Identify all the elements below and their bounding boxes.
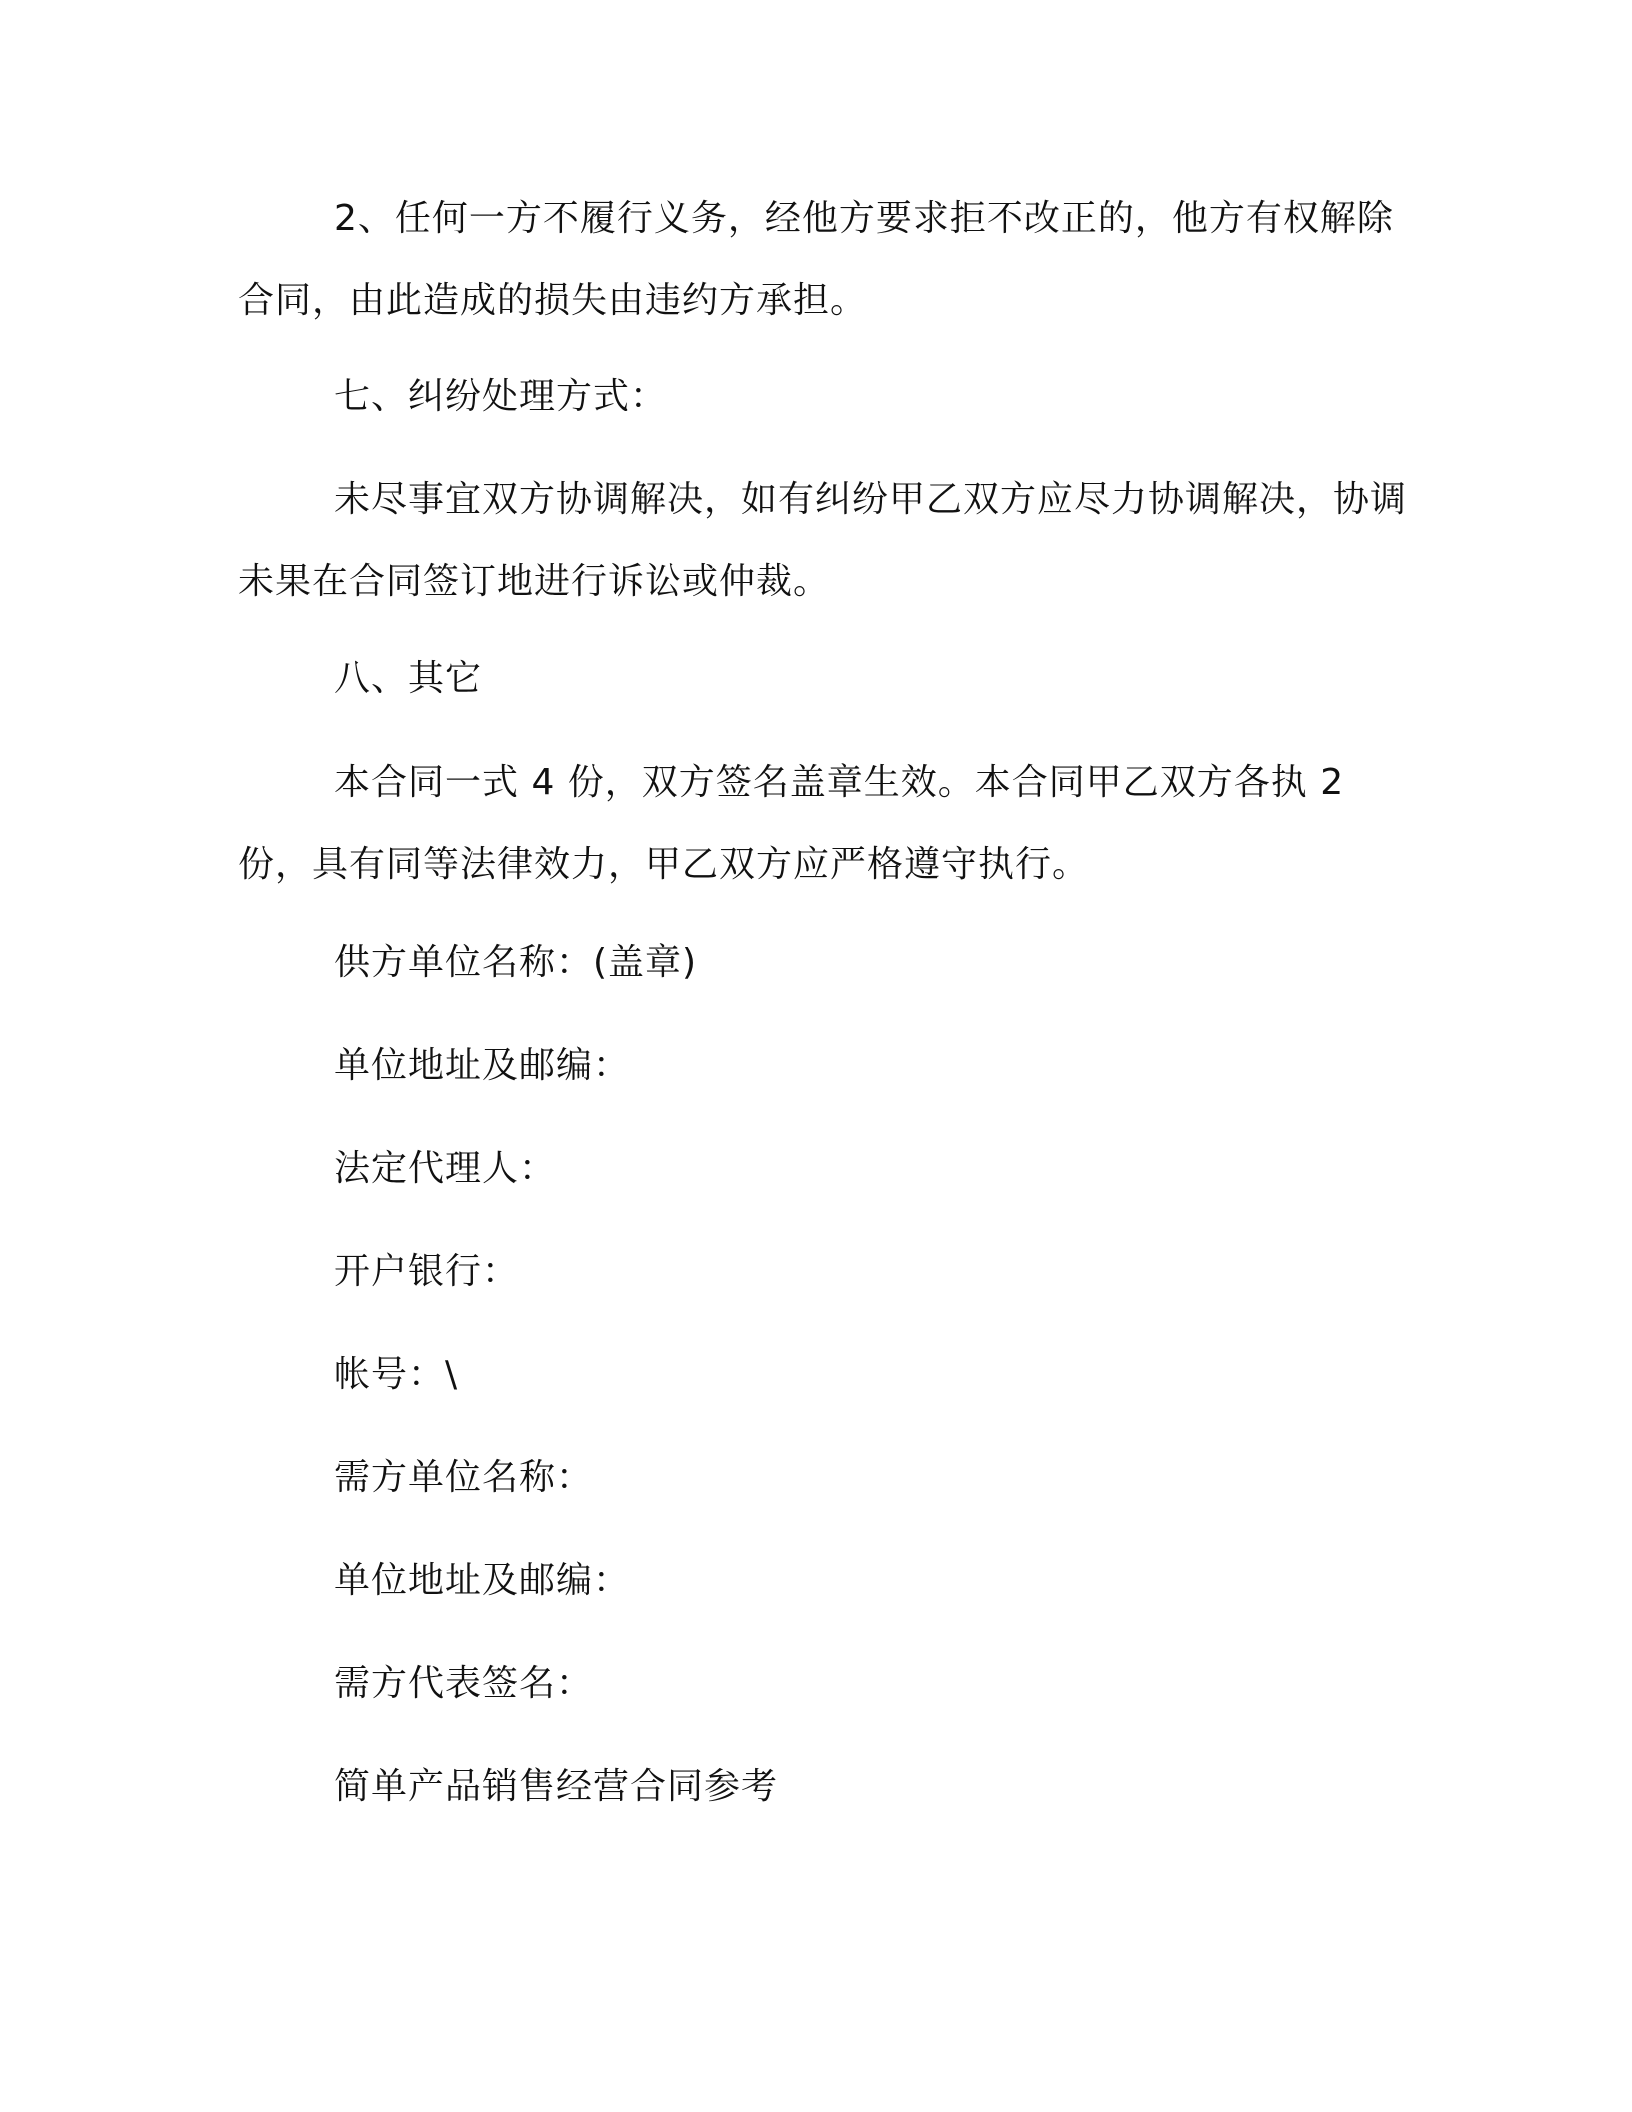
supplier-address-field: 单位地址及邮编： — [334, 1045, 631, 1086]
buyer-name-field: 需方单位名称： — [334, 1457, 594, 1498]
section-8-body: 本合同一式 4 份，双方签名盖章生效。本合同甲乙双方各执 2 份，具有同等法律效力，甲乙双方应严格遵守执行。 — [238, 762, 1345, 885]
account-field: 帐号：\ — [334, 1354, 459, 1395]
section-7-body: 未尽事宜双方协调解决，如有纠纷甲乙双方应尽力协调解决，协调未果在合同签订地进行诉讼或仲裁。 — [238, 479, 1408, 602]
legal-agent-field: 法定代理人： — [334, 1148, 557, 1189]
bank-field: 开户银行： — [334, 1251, 520, 1292]
supplier-name-field: 供方单位名称：(盖章) — [334, 942, 698, 983]
buyer-signature-field: 需方代表签名： — [334, 1663, 594, 1704]
buyer-address-field: 单位地址及邮编： — [334, 1560, 631, 1601]
section-8-heading: 八、其它 — [334, 658, 483, 699]
clause-6-item-2: 2、任何一方不履行义务，经他方要求拒不改正的，他方有权解除合同，由此造成的损失由违约方承担。 — [238, 198, 1394, 321]
section-7-heading: 七、纠纷处理方式： — [334, 376, 668, 417]
next-document-title: 简单产品销售经营合同参考 — [334, 1766, 779, 1807]
